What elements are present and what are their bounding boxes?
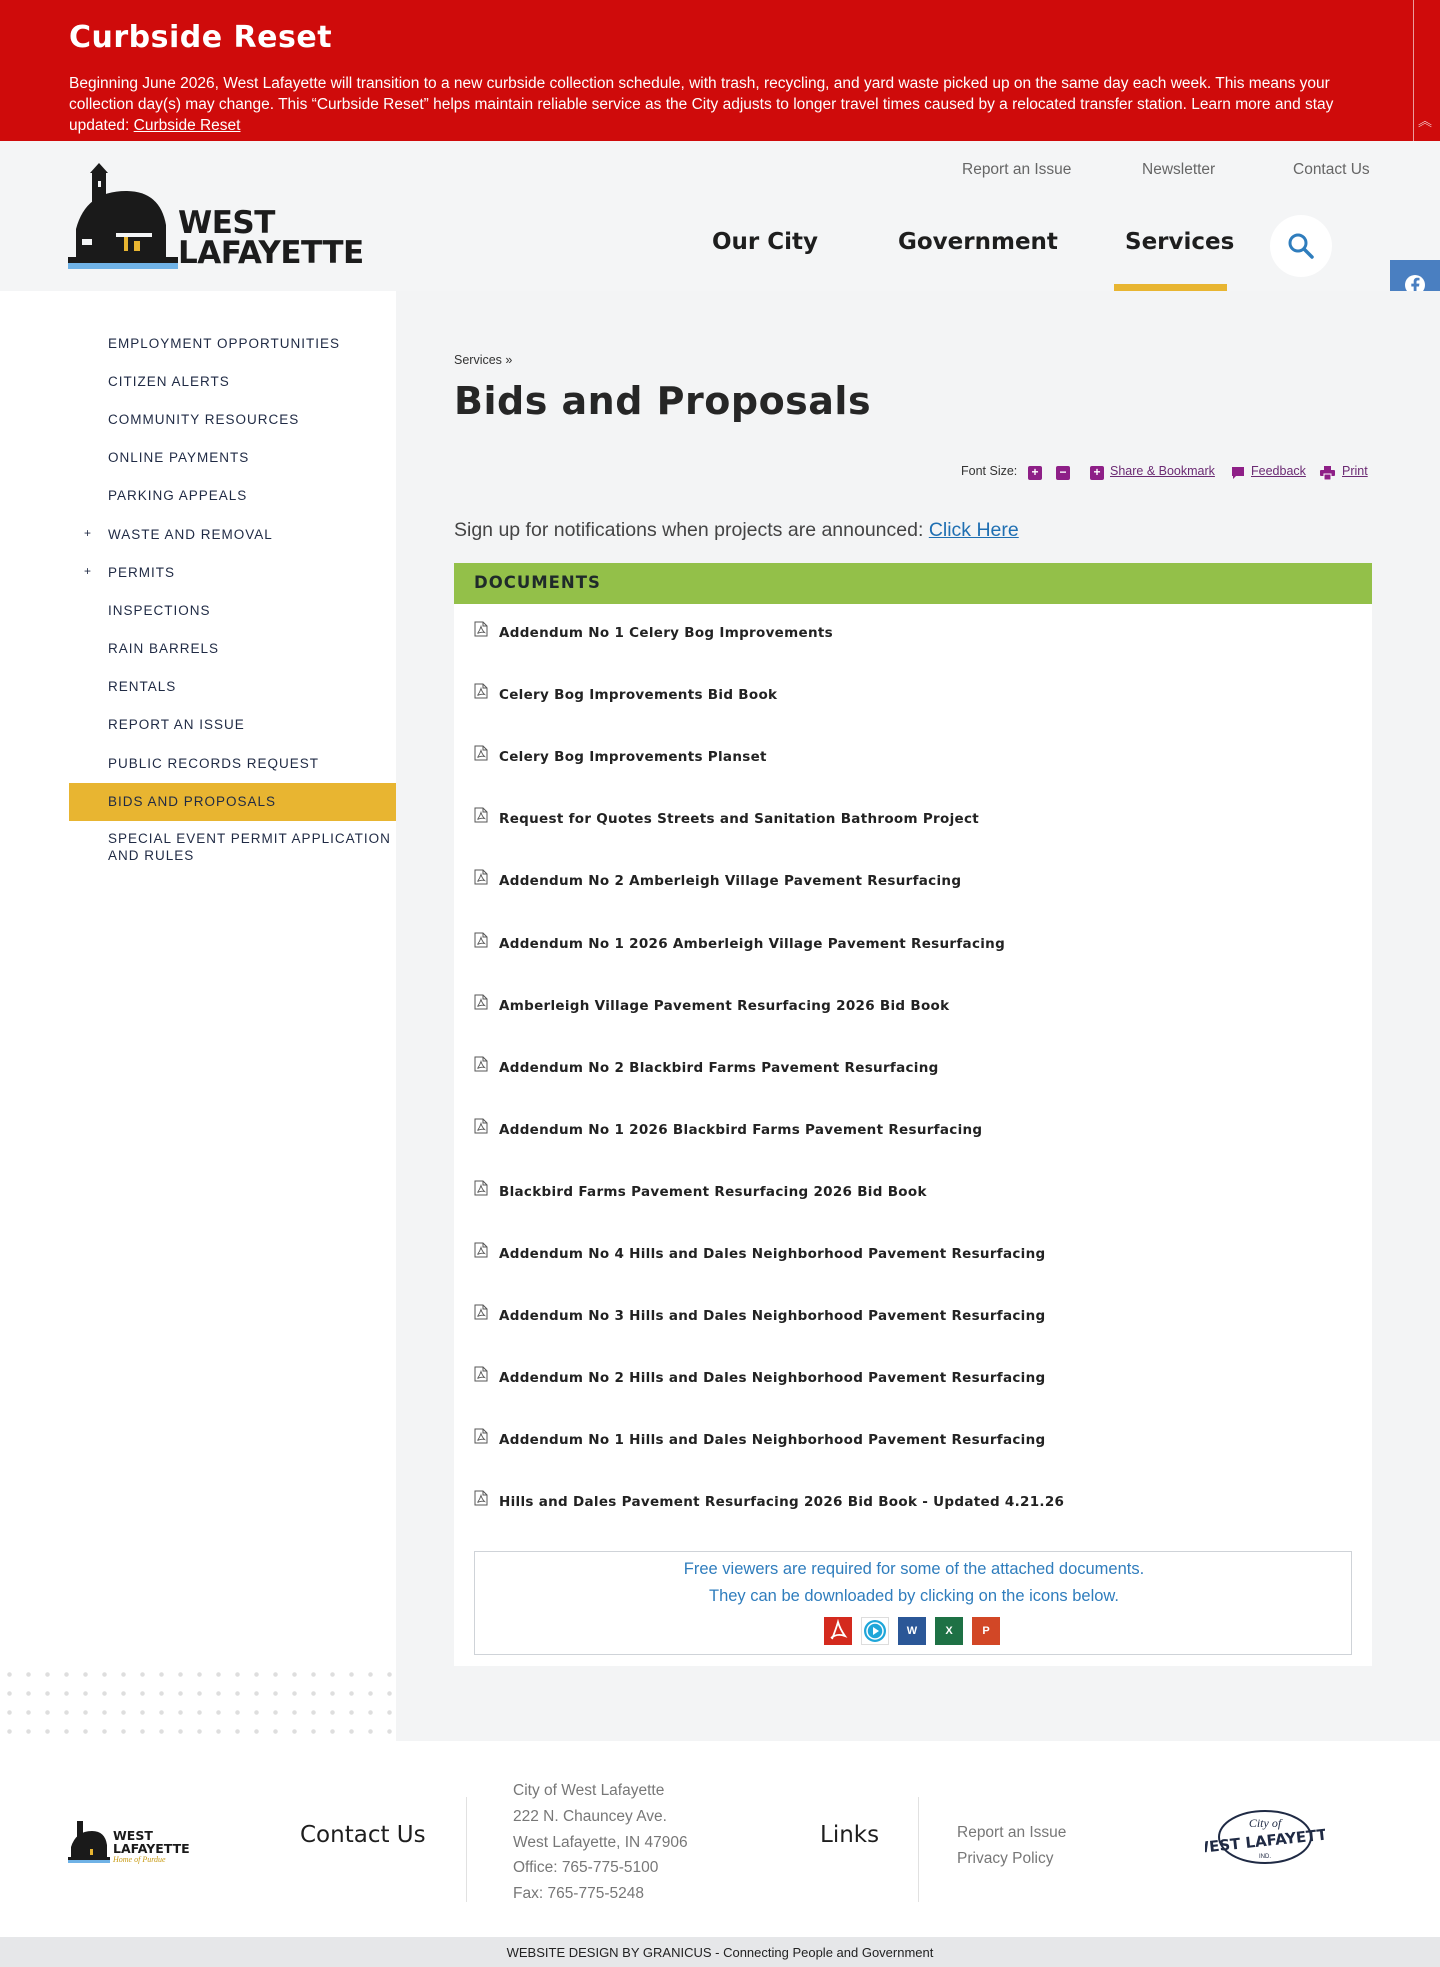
font-increase-icon[interactable]: +	[1028, 466, 1042, 480]
sidebar	[0, 291, 396, 1741]
address-line: West Lafayette, IN 47906	[513, 1833, 688, 1851]
sidebar-item-public-records[interactable]: PUBLIC RECORDS REQUEST	[108, 756, 320, 771]
expand-icon[interactable]: +	[84, 564, 92, 578]
notification-signup	[454, 519, 1019, 542]
document-link[interactable]: Request for Quotes Streets and Sanitation Bathroom Project	[499, 811, 980, 827]
office-phone[interactable]: Office: 765-775-5100	[513, 1859, 659, 1877]
document-link[interactable]: Celery Bog Improvements Planset	[499, 749, 767, 765]
sidebar-item-special-event-permit[interactable]: SPECIAL EVENT PERMIT APPLICATION AND RULES	[108, 831, 391, 863]
footer-logo-lafayette: LAFAYETTE	[113, 1841, 190, 1856]
document-item[interactable]	[474, 869, 1354, 893]
sidebar-item-inspections[interactable]: INSPECTIONS	[108, 603, 211, 618]
breadcrumb[interactable]: Services »	[454, 353, 513, 367]
document-item[interactable]	[474, 1366, 1354, 1390]
alert-title: Curbside Reset	[69, 20, 333, 55]
font-size-label: Font Size:	[961, 464, 1018, 478]
document-item[interactable]	[474, 1304, 1354, 1328]
page-title: Bids and Proposals	[454, 379, 872, 423]
document-link[interactable]: Addendum No 2 Amberleigh Village Pavement Resurfacing	[499, 873, 962, 889]
utility-contact-us[interactable]: Contact Us	[1293, 161, 1370, 178]
utility-report-issue[interactable]: Report an Issue	[962, 161, 1072, 178]
credit-bar	[0, 1937, 1440, 1967]
alert-message-text: Beginning June 2026, West Lafayette will transition to a new curbside collection schedule, with trash, recycling, and yard waste picked up on the same day each week. This means your collection day(s) may change. This “Curbside Reset” helps maintain reliable service as the City adjusts to longer travel times caused by a relocated transfer station. Learn more and stay updated:	[69, 75, 1334, 134]
seal-city-of: City of	[1248, 1816, 1282, 1830]
document-link[interactable]: Addendum No 2 Hills and Dales Neighborhood Pavement Resurfacing	[499, 1370, 1046, 1386]
pdf-icon	[474, 1242, 488, 1258]
utility-newsletter[interactable]: Newsletter	[1142, 161, 1216, 178]
site-footer	[0, 1741, 1440, 1937]
media-player-icon[interactable]	[861, 1617, 889, 1645]
share-bookmark-link[interactable]: Share & Bookmark	[1110, 464, 1215, 478]
sidebar-item-online-payments[interactable]: ONLINE PAYMENTS	[108, 450, 250, 465]
feedback-icon[interactable]	[1231, 466, 1245, 480]
footer-link-privacy-policy[interactable]: Privacy Policy	[957, 1850, 1054, 1867]
excel-viewer-icon[interactable]: X	[935, 1617, 963, 1645]
word-viewer-icon[interactable]: W	[898, 1617, 926, 1645]
document-item[interactable]	[474, 1490, 1354, 1514]
pdf-icon	[474, 1366, 488, 1382]
city-seal-icon	[1205, 1808, 1325, 1866]
document-link[interactable]: Addendum No 1 Celery Bog Improvements	[499, 625, 833, 641]
footer-address	[513, 1778, 688, 1907]
sidebar-item-report-issue[interactable]: REPORT AN ISSUE	[108, 717, 245, 732]
footer-logo-west: WEST	[113, 1828, 153, 1843]
alert-message	[69, 73, 1354, 136]
decorative-dot-pattern	[0, 1665, 396, 1745]
document-link[interactable]: Addendum No 4 Hills and Dales Neighborhood Pavement Resurfacing	[499, 1246, 1046, 1262]
address-line: City of West Lafayette	[513, 1782, 665, 1799]
pdf-icon	[474, 745, 488, 761]
free-viewers-box	[474, 1551, 1352, 1655]
print-icon[interactable]	[1320, 466, 1335, 480]
document-item[interactable]	[474, 932, 1354, 956]
footer-logo[interactable]	[68, 1819, 190, 1868]
nav-services[interactable]: Services	[1125, 229, 1235, 255]
pdf-icon	[474, 1056, 488, 1072]
font-decrease-icon[interactable]: −	[1056, 466, 1070, 480]
print-link[interactable]: Print	[1342, 464, 1368, 478]
sidebar-item-community-resources[interactable]: COMMUNITY RESOURCES	[108, 412, 300, 427]
document-item[interactable]	[474, 745, 1354, 769]
adobe-reader-icon[interactable]	[824, 1617, 852, 1645]
document-item[interactable]	[474, 807, 1354, 831]
document-link[interactable]: Hills and Dales Pavement Resurfacing 2026 Bid Book - Updated 4.21.26	[499, 1494, 1065, 1510]
footer-skyline-icon	[68, 1819, 110, 1863]
granicus-credit-link[interactable]: WEBSITE DESIGN BY GRANICUS - Connecting People and Government	[506, 1945, 934, 1960]
sidebar-item-rain-barrels[interactable]: RAIN BARRELS	[108, 641, 220, 656]
pdf-icon	[474, 1304, 488, 1320]
document-item[interactable]	[474, 1180, 1354, 1204]
sidebar-item-rentals[interactable]: RENTALS	[108, 679, 177, 694]
document-link[interactable]: Addendum No 2 Blackbird Farms Pavement Resurfacing	[499, 1060, 939, 1076]
pdf-icon	[474, 932, 488, 948]
document-item[interactable]	[474, 683, 1354, 707]
pdf-icon	[474, 1180, 488, 1196]
document-item[interactable]	[474, 1242, 1354, 1266]
sidebar-item-bids-proposals[interactable]: BIDS AND PROPOSALS	[108, 794, 277, 809]
share-icon[interactable]: +	[1090, 466, 1104, 480]
footer-link-report-issue[interactable]: Report an Issue	[957, 1824, 1067, 1841]
logo-line-west: WEST	[178, 205, 275, 241]
document-item[interactable]	[474, 621, 1354, 645]
logo-line-lafayette: LAFAYETTE	[178, 235, 364, 271]
seal-city-name: WEST LAFAYETTE	[1205, 1824, 1325, 1858]
footer-contact-heading: Contact Us	[300, 1822, 426, 1848]
footer-links-heading: Links	[820, 1822, 880, 1848]
document-link[interactable]: Blackbird Farms Pavement Resurfacing 2026 Bid Book	[499, 1184, 927, 1200]
sidebar-item-parking-appeals[interactable]: PARKING APPEALS	[108, 488, 248, 503]
sidebar-item-employment[interactable]: EMPLOYMENT OPPORTUNITIES	[108, 336, 341, 351]
signup-text: Sign up for notifications when projects are announced:	[454, 519, 929, 541]
pdf-icon	[474, 1428, 488, 1444]
alert-banner	[0, 0, 1440, 141]
pdf-icon	[474, 869, 488, 885]
footer-divider	[466, 1797, 467, 1902]
search-icon	[1287, 232, 1315, 260]
sidebar-item-permits[interactable]: PERMITS	[108, 565, 176, 580]
feedback-link[interactable]: Feedback	[1251, 464, 1306, 478]
alert-divider	[1413, 0, 1414, 141]
city-logo-text	[178, 205, 364, 271]
document-link[interactable]: Addendum No 1 2026 Blackbird Farms Pavement Resurfacing	[499, 1122, 983, 1138]
footer-logo-tagline: Home of Purdue	[113, 1855, 166, 1864]
nav-our-city[interactable]: Our City	[712, 229, 819, 255]
document-link[interactable]: Addendum No 1 Hills and Dales Neighborhood Pavement Resurfacing	[499, 1432, 1046, 1448]
city-seal-logo[interactable]	[1205, 1808, 1325, 1871]
pdf-icon	[474, 683, 488, 699]
document-item[interactable]	[474, 1428, 1354, 1452]
viewers-note-line2: They can be downloaded by clicking on the icons below.	[708, 1587, 1119, 1605]
site-header	[0, 141, 1440, 291]
pdf-icon	[474, 807, 488, 823]
expand-icon[interactable]: +	[84, 526, 92, 540]
viewers-note-line1: Free viewers are required for some of the attached documents.	[683, 1560, 1145, 1578]
sidebar-item-waste-removal[interactable]: WASTE AND REMOVAL	[108, 527, 273, 542]
pdf-icon	[474, 1490, 488, 1506]
pdf-icon	[474, 621, 488, 637]
footer-logo-text	[113, 1829, 193, 1864]
city-logo[interactable]	[68, 161, 364, 271]
document-item[interactable]	[474, 1118, 1354, 1142]
fax-number: Fax: 765-775-5248	[513, 1885, 644, 1903]
search-button[interactable]	[1270, 215, 1332, 277]
document-link[interactable]: Addendum No 1 2026 Amberleigh Village Pavement Resurfacing	[499, 936, 1006, 952]
city-skyline-icon	[68, 161, 178, 271]
address-line: 222 N. Chauncey Ave.	[513, 1807, 667, 1825]
sidebar-item-citizen-alerts[interactable]: CITIZEN ALERTS	[108, 374, 230, 389]
footer-divider	[918, 1797, 919, 1902]
document-link[interactable]: Amberleigh Village Pavement Resurfacing 2026 Bid Book	[499, 998, 950, 1014]
documents-header	[454, 563, 1372, 604]
seal-state: IND.	[1259, 1854, 1271, 1860]
powerpoint-viewer-icon[interactable]: P	[972, 1617, 1000, 1645]
nav-government[interactable]: Government	[898, 229, 1058, 255]
document-link[interactable]: Celery Bog Improvements Bid Book	[499, 687, 778, 703]
documents-panel	[454, 563, 1372, 1666]
document-link[interactable]: Addendum No 3 Hills and Dales Neighborhood Pavement Resurfacing	[499, 1308, 1046, 1324]
document-item[interactable]	[474, 994, 1354, 1018]
curbside-reset-link[interactable]: Curbside Reset	[133, 117, 241, 134]
signup-click-here-link[interactable]: Click Here	[928, 519, 1019, 541]
pdf-icon	[474, 994, 488, 1010]
pdf-icon	[474, 1118, 488, 1134]
collapse-icon[interactable]: ︽	[1418, 113, 1432, 129]
documents-heading: DOCUMENTS	[474, 573, 601, 592]
document-item[interactable]	[474, 1056, 1354, 1080]
